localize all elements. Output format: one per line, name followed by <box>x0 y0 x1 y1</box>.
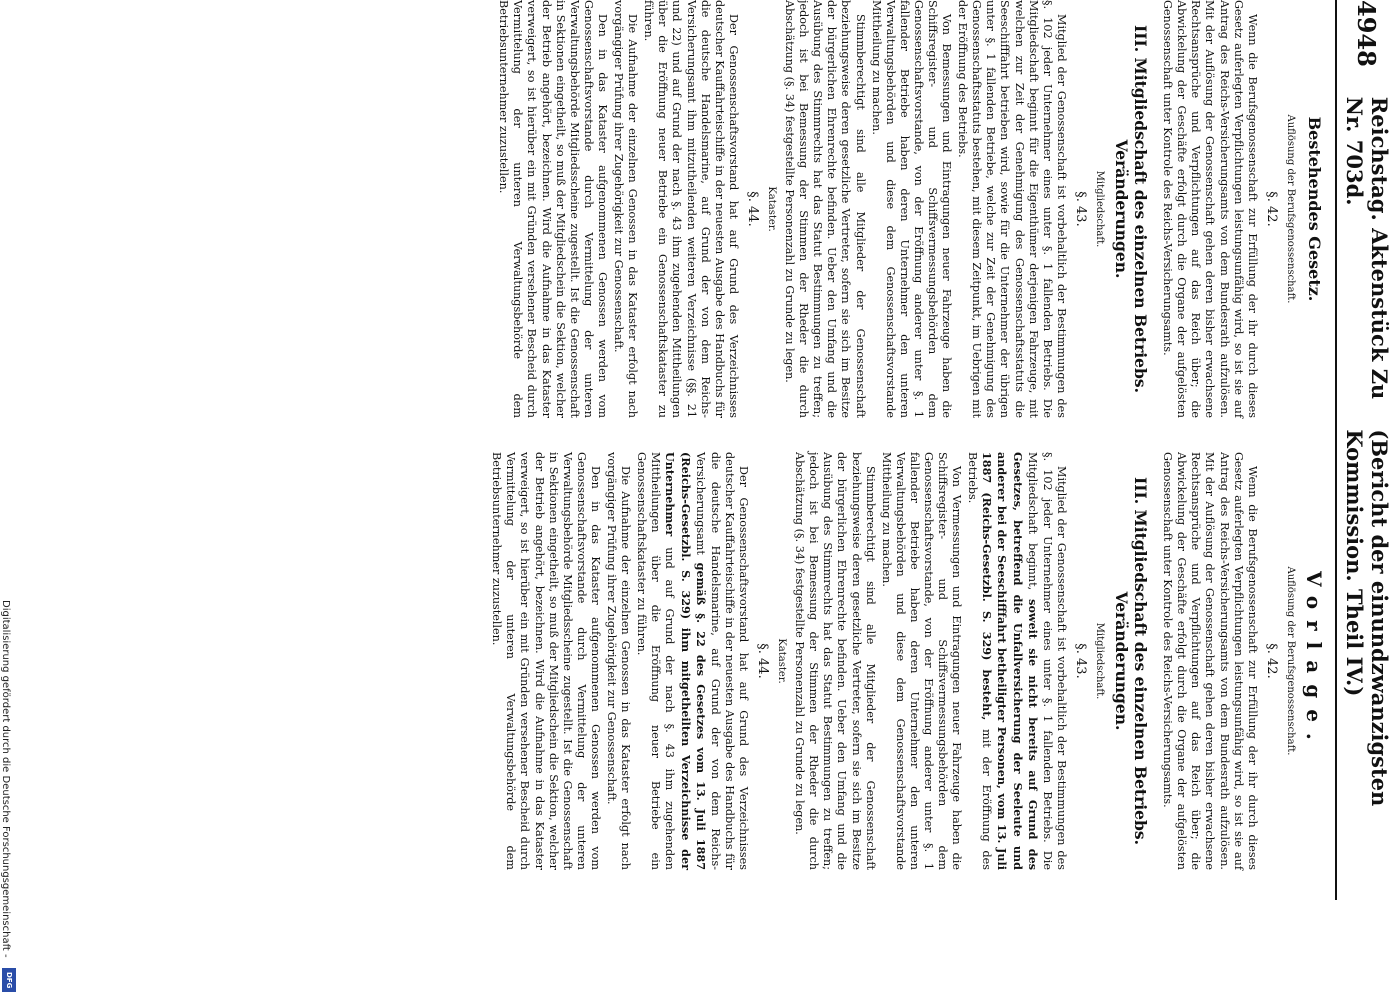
subheading: Mitgliedschaft. <box>1094 622 1106 700</box>
paragraph-number: §. 42. <box>1263 643 1279 679</box>
paragraph-text: Der Genossenschaftsvorstand hat auf Grund des Verzeichnisses deutscher Kauffahrteischiffe in der neuesten Ausgabe des Handbuchs für die deutsche Handelsmarine, auf Grund der von dem Reichs-Versicherungsamt ihm mitzutheilenden weiteren Verzeichnisse (§§. 21 und 22) und auf Grund der nach §. 43 ihm zugehenden Mittheilungen über die Eröffnung neuer Betriebe ein Genossenschaftskataster zu führen. <box>642 0 740 418</box>
subheading: Auflösung der Berufsgenossenschaft. <box>1284 114 1296 304</box>
paragraph-text <box>634 452 750 870</box>
header-subtitle: (Bericht der einundzwanzigsten Kommission. Theil IV.) <box>1342 429 1392 807</box>
paragraph-text: Mitglied der Genossenschaft ist vorbehaltlich der Bestimmungen des §. 102 jeder Unternehmer eines unter §. 1 fallenden Betriebs. Die Mitgliedschaft beginnt für die Eigenthümer derjenigen Fahrzeuge, mit welchen zur Zeit der Genehmigung des Genossenschaftsstatuts die Seeschifffahrt betrieben wird, sowie für die Unternehmer der übrigen unter §. 1 fallenden Betriebe, welche zur Zeit der Genehmigung des Genossenschaftsstatuts bestehen, mit diesem Zeitpunkt, im Uebrigen mit der Eröffnung des Betriebs. <box>956 0 1068 418</box>
text-run: Der Genossenschaftsvorstand hat auf Grund des Verzeichnisses deutscher Kauffahrteischiffe in der neuesten Ausgabe des Handbuchs für die deutsche Handelsmarine, auf Grund der von dem Reichs-Versicherungsamt <box>693 452 750 870</box>
paragraph-number: §. 43. <box>1072 191 1088 227</box>
paragraph-number: §. 44. <box>755 643 770 679</box>
paragraph-text: Den in das Kataster aufgenommenen Genossen werden vom Genossenschaftsvorstande durch Vermittelung der unteren Verwaltungsbehörde Mitgliedsscheine zugestellt. Ist die Genossenschaft in Sektionen eingetheilt, so muß der Mitgliedschein die Sektion, welcher der Betrieb angehört, bezeichnen. Wird die Aufnahme in das Kataster verweigert, so ist hierüber ein mit Gründen versehener Bescheid durch Vermittelung der unteren Verwaltungsbehörde dem Betriebsunternehmer zuzustellen. <box>490 452 602 870</box>
bold-amendment: soweit sie nicht bereits auf Grund des Gesetzes, betreffend die Unfallversicherung der Seeleute und anderer bei der Seeschifffahrt betheiligter Personen, vom 13. Juli 1887 (Reichs-Gesetzbl. S. 329) besteht, <box>980 452 1040 870</box>
section-title: III. Mitgliedschaft des einzelnen Betriebs. Veränderungen. <box>1112 25 1151 393</box>
subheading: Kataster. <box>766 186 777 232</box>
column-heading: Bestehendes Gesetz. <box>1305 116 1324 302</box>
paragraph-text: Die Aufnahme der einzelnen Genossen in das Kataster erfolgt nach vorgängiger Prüfung ihrer Zugehörigkeit zur Genossenschaft. <box>605 452 633 870</box>
subheading: Kataster. <box>776 638 788 684</box>
attribution-text: Digitalisierung gefördert durch die Deutsche Forschungsgemeinschaft - <box>0 600 11 958</box>
paragraph-text: Stimmberechtigt sind alle Mitglieder der Genossenschaft beziehungsweise deren gesetzliche Vertreter, sofern sie sich im Besitze der bürgerlichen Ehrenrechte befinden. Ueber den Umfang und die Ausübung des Stimmrechts hat das Statut Bestimmungen zu treffen; jedoch ist bei Bemessung der Stimmen der Rheder die durch Abschätzung (§. 34) festgestellte Personenzahl zu Grunde zu legen. <box>783 0 867 418</box>
text-run: Mitglied der Genossenschaft ist vorbehaltlich der Bestimmungen des §. 102 jeder Unternehmer eines unter §. 1 fallenden Betriebs. Die Mitgliedschaft beginnt, <box>1025 452 1068 870</box>
subheading: Auflösung der Berufsgenossenschaft. <box>1284 566 1296 756</box>
section-title: III. Mitgliedschaft des einzelnen Betriebs. Veränderungen. <box>1112 477 1151 845</box>
column-existing-law <box>494 0 1327 418</box>
paragraph-text: Die Aufnahme der einzelnen Genossen in das Kataster erfolgt nach vorgängiger Prüfung ihrer Zugehörigkeit zur Genossenschaft. <box>612 0 640 418</box>
bold-amendment: gemäß §. 22 des Gesetzes vom 13. Juli 1887 (Reichs-Gesetzbl. S. 329) ihm mitgetheilten Verzeichnisse der Unternehmer <box>663 452 708 870</box>
column-proposal <box>487 452 1327 870</box>
column-heading: Vorlage. <box>1302 571 1326 751</box>
text-run: und auf Grund der nach §. 43 ihm zugehenden Mittheilungen über die Eröffnung neuer Betriebe ein Genossenschaftskataster zu führen. <box>635 452 677 870</box>
header-title: Reichstag. Aktenstück Zu Nr. 703d. <box>1342 96 1392 400</box>
dfg-logo: DFG <box>2 968 16 992</box>
text-run: mit der Eröffnung des Betriebs. <box>966 452 994 870</box>
subheading: Mitgliedschaft. <box>1094 170 1106 248</box>
paragraph-text: Wenn die Berufsgenossenschaft zur Erfüllung der ihr durch dieses Gesetz auferlegten Verpflichtungen leistungsunfähig wird, so ist sie auf Antrag des Reichs-Versicherungsamts von dem Bundesrath aufzulösen. Mit der Auflösung der Genossenschaft gehen deren bisher erwachsene Rechtsansprüche und Verpflichtungen auf das Reich über; die Abwickelung der Geschäfte erfolgt durch die Organe der aufgelösten Genossenschaft unter Kontrole des Reichs-Versicherungsamts. <box>1161 0 1259 418</box>
paragraph-text: Den in das Kataster aufgenommenen Genossen werden vom Genossenschaftsvorstande durch Vermittelung der unteren Verwaltungsbehörde Mitgliedsscheine zugestellt. Ist die Genossenschaft in Sektionen eingetheilt, so muß der Mitgliedschein die Sektion, welcher der Betrieb angehört, bezeichnen. Wird die Aufnahme in das Kataster verweigert, so ist hierüber ein mit Gründen versehener Bescheid durch Vermittelung der unteren Verwaltungsbehörde dem Betriebsunternehmer zuzustellen. <box>497 0 609 418</box>
paragraph-number: §. 42. <box>1263 191 1279 227</box>
paragraph-text: Von Vermessungen und Eintragungen neuer Fahrzeuge haben die Schiffsregister- und Schiffsvermessungsbehörden dem Genossenschaftsvorstande, von der Eröffnung anderer unter §. 1 fallender Betriebe haben deren Unternehmer den unteren Verwaltungsbehörden und diese dem Genossenschaftsvorstande Mittheilung zu machen. <box>879 452 964 870</box>
paragraph-number: §. 44. <box>744 191 760 227</box>
page-number: 4948 <box>1352 0 1382 67</box>
paragraph-number: §. 43. <box>1072 643 1088 679</box>
paragraph-text: Wenn die Berufsgenossenschaft zur Erfüllung der ihr durch dieses Gesetz auferlegten Verpflichtungen leistungsunfähig wird, so ist sie auf Antrag des Reichs-Versicherungsamts von dem Bundesrath aufzulösen. Mit der Auflösung der Genossenschaft gehen deren bisher erwachsene Rechtsansprüche und Verpflichtungen auf das Reich über; die Abwickelung der Geschäfte erfolgt durch die Organe der aufgelösten Genossenschaft unter Kontrole des Reichs-Versicherungsamts. <box>1161 452 1259 870</box>
paragraph-text: Stimmberechtigt sind alle Mitglieder der Genossenschaft beziehungsweise deren gesetzliche Vertreter, sofern sie sich im Besitze der bürgerlichen Ehrenrechte befinden. Ueber den Umfang und die Ausübung des Stimmrechts hat das Statut Bestimmungen zu treffen; jedoch ist bei Bemessung der Stimmen der Rheder die durch Abschätzung (§. 34) festgestellte Personenzahl zu Grunde zu legen. <box>793 452 877 870</box>
page-header <box>1335 0 1397 900</box>
paragraph-text: Von Bemessungen und Eintragungen neuer Fahrzeuge haben die Schiffsregister- und Schiffsvermessungsbehörden dem Genossenschaftsvorstande, von der Eröffnung anderer unter §. 1 fallender Betriebe haben deren Unternehmer den unteren Verwaltungsbehörden und diese dem Genossenschaftsvorstande Mittheilung zu machen. <box>869 0 954 418</box>
paragraph-text <box>965 452 1068 870</box>
